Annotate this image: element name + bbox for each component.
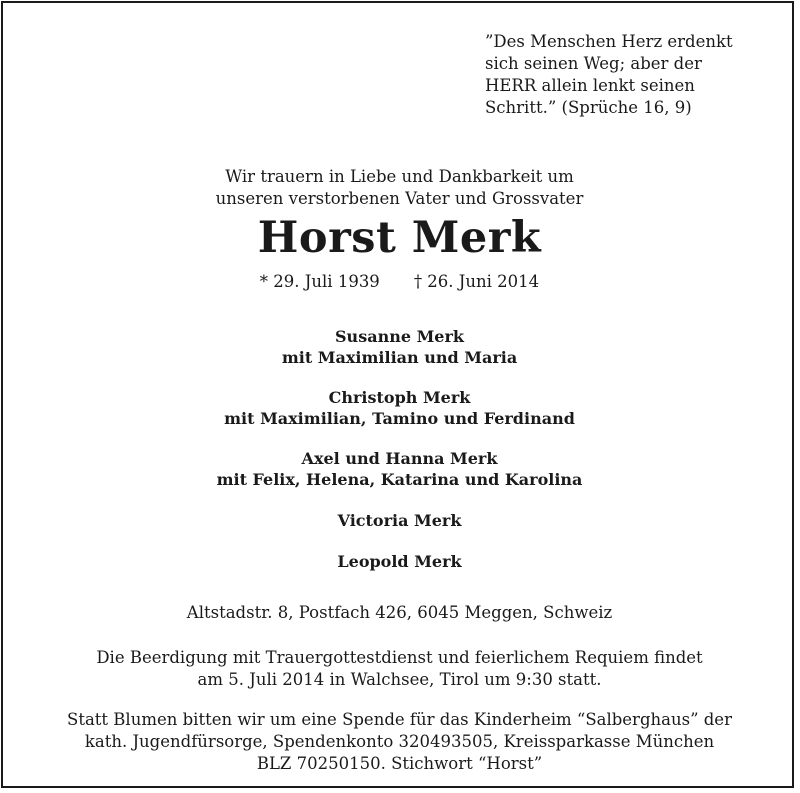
intro-line: Wir trauern in Liebe und Dankbarkeit um <box>225 167 574 186</box>
life-dates <box>3 271 796 293</box>
quote-line: ”Des Menschen Herz erdenkt <box>485 32 733 51</box>
family-member-children: mit Felix, Helena, Katarina und Karolina <box>216 470 583 489</box>
bible-quote <box>485 31 755 119</box>
quote-line: Schritt.” (Sprüche 16, 9) <box>485 98 692 117</box>
donation-line: BLZ 70250150. Stichwort “Horst” <box>256 754 543 773</box>
funeral-line: am 5. Juli 2014 in Walchsee, Tirol um 9:30 statt. <box>197 670 602 689</box>
family-member-name: Axel und Hanna Merk <box>301 449 498 468</box>
address: Altstadstr. 8, Postfach 426, 6045 Meggen, Schweiz <box>186 603 613 622</box>
family-entry <box>3 448 796 490</box>
family-entry <box>3 387 796 429</box>
quote-line: HERR allein lenkt seinen <box>485 76 695 95</box>
family-member-name: Leopold Merk <box>337 552 462 571</box>
intro-text <box>3 166 796 210</box>
death-date: † 26. Juni 2014 <box>413 272 540 291</box>
donation-line: kath. Jugendfürsorge, Spendenkonto 320493505, Kreissparkasse München <box>84 732 715 751</box>
funeral-info <box>3 647 796 691</box>
family-member-name: Victoria Merk <box>337 511 462 530</box>
funeral-line: Die Beerdigung mit Trauergottestdienst und feierlichem Requiem findet <box>96 648 703 667</box>
donation-info <box>3 709 796 775</box>
deceased-name: Horst Merk <box>257 213 542 263</box>
obituary-notice <box>1 1 794 788</box>
family-entry <box>3 510 796 531</box>
family-member-name: Christoph Merk <box>328 388 471 407</box>
quote-line: sich seinen Weg; aber der <box>485 54 702 73</box>
donation-line: Statt Blumen bitten wir um eine Spende für das Kinderheim “Salberghaus” der <box>67 710 732 729</box>
family-entry <box>3 551 796 572</box>
family-member-children: mit Maximilian, Tamino und Ferdinand <box>224 409 575 428</box>
intro-line: unseren verstorbenen Vater und Grossvater <box>215 189 584 208</box>
family-member-children: mit Maximilian und Maria <box>281 348 518 367</box>
birth-date: * 29. Juli 1939 <box>259 272 380 291</box>
family-member-name: Susanne Merk <box>335 327 464 346</box>
family-entry <box>3 326 796 368</box>
